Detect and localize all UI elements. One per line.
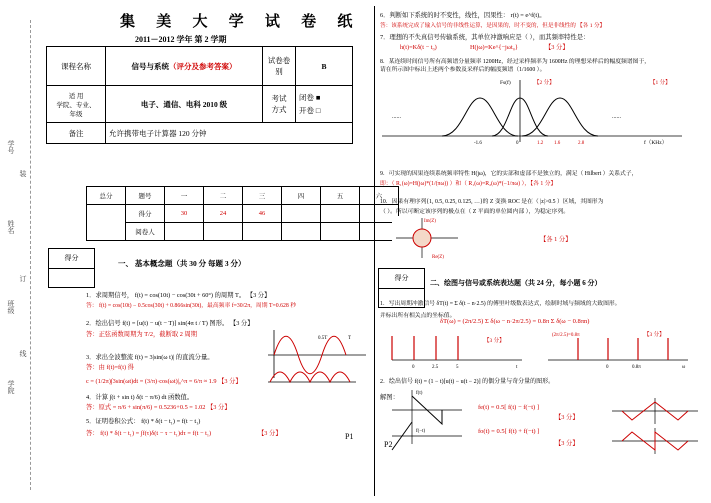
remark-label: 备注 (47, 123, 106, 144)
score-total-cell (87, 205, 126, 241)
s2-q2-odd: fo(t) = 0.5[ f(t) + f(−t) ] (478, 428, 540, 435)
s1-q8-ylabel: Fs(f) (500, 80, 511, 86)
s1-q8-mark2: 【1 分】 (650, 80, 671, 86)
course-label: 课程名称 (47, 47, 106, 86)
svg-text:......: ...... (392, 114, 401, 120)
applicable-label: 适 用 学院、专业、 年级 (47, 86, 106, 123)
section2-heading: 二、绘图与信号或系统表达题（共 24 分，每小题 6 分） (430, 279, 602, 287)
section1-score-label: 得分 (49, 249, 94, 269)
open-book-option: 开卷 □ (299, 106, 321, 115)
s1-q3: 3．求出全波整流 f(t) = 3|sin(ω t)| 的直流分量。 (86, 354, 214, 361)
s1-q10b: （ ）。所以可断定该序列的极点在（ Z 平面的单位圆内部 ），为稳定序列。 (380, 209, 570, 215)
score-3: 46 (243, 205, 282, 223)
s2-q1-tick-3: t (516, 365, 518, 370)
s2-q1-wtick-1: 0 (606, 365, 609, 370)
s2-q2-ft-plot (392, 388, 472, 448)
s1-q2-answer: 答：正弦函数周期为 T/2，截断取 2 周期 (86, 331, 198, 338)
s1-q6: 6．判断如下系统的时不变性，线性，因果性： r(t) = e^f(t)。 (380, 12, 546, 19)
score-table (86, 186, 399, 241)
exam-method-label: 考试 方式 (263, 86, 296, 123)
s2-q2-mark1: 【3 分】 (555, 414, 579, 421)
binding-label-class: 班级 (7, 300, 15, 314)
s1-q6-answer: 答：该系统完成了输入信号的非线性运算，是因果的，时不变的，但是非线性的 【各 1 分】 (380, 23, 606, 29)
s2-q1-wtick-0: (2π/2.5)=0.8π (552, 333, 580, 338)
header-table (46, 46, 353, 144)
svg-text:......: ...... (612, 114, 621, 120)
s1-q8-tick-1: 0 (516, 141, 519, 146)
s2-q1-tick-2: 5 (456, 365, 459, 370)
page-number-left: P1 (345, 432, 354, 441)
s1-q8: 8．某连续时间信号所有高频谱分量频率 1200Hz，经过采样频率为 1600Hz 的理想采样后的幅度频谱图于， (380, 59, 651, 65)
remark-value: 允许携带电子计算器 120 分钟 (106, 123, 353, 144)
binding-strip (4, 20, 31, 490)
score-row-label: 得分 (126, 205, 165, 223)
s1-q4-answer: 答：原式 = π/6 + sin(π/6) = 0.5236+0.5 = 1.02 【3 分】 (86, 404, 231, 411)
s1-q5-answer: 答： f(t) * δ(t − t₁) = ∫f(τ)δ(t − τ − t₁)dτ = f(t − t₁) (86, 430, 212, 437)
s1-q10-mark: 【各 1 分】 (540, 236, 572, 243)
page-number-right: P2 (384, 440, 393, 449)
s2-q1-tick-0: 0 (412, 365, 415, 370)
score-h-1: 一 (165, 187, 204, 205)
s1-q8-tick-0: -1.6 (474, 141, 482, 146)
score-h-total: 总分 (87, 187, 126, 205)
s2-q1b: 并标出所有相关点的坐标值。 (380, 313, 456, 319)
binding-mark-ding: 订 (19, 275, 27, 282)
s1-q7: 7．理想的不失真信号传输系统，其单位冲激响应是（ ），而其频率特性是： (380, 34, 590, 41)
s1-q8-xlabel: f（KHz） (644, 140, 668, 146)
s1-q2: 2．绘出信号 f(t) = [u(t) − u(t − T)] sin(4π t / T) 图形。 【3 分】 (86, 320, 254, 327)
s1-q2-tick-half: 0.5T (318, 336, 328, 341)
binding-label-id: 学号 (7, 140, 15, 154)
exam-year-line: 2011－2012 学年 第 2 学期 (135, 35, 227, 44)
score-h-5: 五 (321, 187, 360, 205)
binding-label-name: 姓名 (7, 220, 15, 234)
paper-label: 试卷卷别 (263, 47, 296, 86)
s1-q3-plot (268, 360, 358, 386)
s1-q8-tick-3: 1.6 (554, 141, 561, 146)
score-h-3: 三 (243, 187, 282, 205)
s1-q8-spectrum-plot (382, 78, 702, 148)
s1-q3-answer: 答：由 f(t)=f(t) 得 (86, 364, 134, 371)
s1-q8-tick-4: 2.8 (578, 141, 585, 146)
s2-q1-wtick-3: ω (682, 365, 686, 370)
score-h-4: 四 (282, 187, 321, 205)
s2-q2-even: fe(t) = 0.5[ f(t) − f(−t) ] (478, 404, 539, 411)
s1-q10: 10．因果有理序列{1, 0.5, 0.25, 0.125, …}的 Z 变换 ROC 是在（ |z|>0.5 ）区域，其图形为 (380, 199, 604, 205)
s1-q8b: 请在所示图中标出上述两个参数及采样后的幅度频谱（1/1600 ）。 (380, 67, 546, 73)
paper-value: B (296, 47, 353, 86)
s2-q2-solution: 解图： (380, 394, 399, 401)
s2-q2-mark2: 【3 分】 (555, 440, 579, 447)
section2-score-label: 得分 (379, 269, 424, 289)
s2-q1-tick-1: 2.5 (432, 365, 439, 370)
s1-q3-formula: c = (1/2π)∫3sin(ωt)dt = (3/π)·cos(ωt)|₀^π = 6/π ≈ 1.9 【3 分】 (86, 378, 242, 385)
reviewer-label: 阅卷人 (126, 223, 165, 241)
s2-q2-odd-plot (612, 426, 702, 456)
section1-score-box (48, 248, 95, 288)
exam-method-options (296, 86, 353, 123)
s2-q1-freq-plot (548, 330, 698, 370)
course-name-cell (106, 47, 263, 86)
s1-q7-answer2: H(jω)=Ke^{−jωt₀} (470, 44, 518, 51)
section1-heading: 一、 基本概念题（共 30 分 每题 3 分） (118, 259, 246, 268)
s1-q8-tick-2: 1.2 (537, 141, 544, 146)
s2-q2: 2．绘出信号 f(t) = (1 − t)[u(t) − u(t − 2)] 的偶分量与奇分量的图形。 (380, 379, 555, 385)
s2-q1-wtick-2: 0.8π (632, 365, 641, 370)
s1-q1: 1．求周期信号， f(t) = cos(10t) − cos(30t + 60°) 的周期 T。 【3 分】 (86, 292, 271, 299)
binding-mark-xian: 线 (19, 350, 27, 357)
s1-q5-mark: 【3 分】 (258, 430, 282, 437)
score-h-qnum: 题号 (126, 187, 165, 205)
s1-q4: 4．计算 ∫(t + sin t) δ(t − π/6) dt 函数值。 (86, 394, 194, 401)
s1-q7-mark: 【3 分】 (545, 44, 569, 51)
applicable-value: 电子、通信、电科 2010 级 (106, 86, 263, 123)
s1-q10-im-label: Im(Z) (424, 219, 436, 224)
s1-q2-tick-T: T (348, 336, 352, 341)
s2-q1-mark-time: 【3 分】 (484, 338, 505, 344)
s1-q10-roc-plot (392, 216, 462, 260)
score-1: 30 (165, 205, 204, 223)
binding-mark-zhuang: 装 (19, 170, 27, 177)
s1-q9b: 即：（ R₁(ω)=H(jω)*(1/(πω)) ）和（ R₁(ω)=R₂(ω)*(−1/πω) ），【各 1 分】 (380, 181, 557, 187)
course-note: （评分及参考答案） (169, 61, 237, 71)
s2-q2-fmt-label: f(−t) (416, 429, 426, 434)
s2-q2-ft-label: f(t) (416, 391, 423, 396)
s1-q1-answer: 答： f(t) = cos(10t) − 0.5cos(30t) + 0.866sin(30t)，最高频率 f=30/2π，周期 T=0.628 秒 (86, 303, 297, 309)
closed-book-option: 闭卷 ■ (299, 93, 321, 102)
s1-q7-answer1: h(t)=Kδ(t − t₀) (400, 44, 437, 51)
score-2: 24 (204, 205, 243, 223)
s2-q2-even-plot (612, 396, 702, 426)
s2-q1: 1．写出周期冲激信号 δT(t) = Σ δ(t − n·2.5) 的傅里叶级数表达式，绘制时域与频域的大致图形。 (380, 301, 621, 307)
s1-q10-re-label: Re(Z) (432, 255, 444, 260)
course-name: 信号与系统 (131, 61, 169, 71)
s2-q1-mark-freq: 【3 分】 (644, 332, 665, 338)
s2-q1-time-plot (392, 330, 532, 370)
s1-q8-mark1: 【2 分】 (534, 80, 555, 86)
s1-q9: 9．可实现的因果连续系统频率特性 H(jω)，它的实部和虚部不是独立的，满足（ Hilbert ）关系式子， (380, 171, 638, 177)
score-h-6: 六 (360, 187, 399, 205)
s1-q5: 5．证明卷积公式： f(t) * δ(t − t₁) = f(t − t₁) (86, 418, 201, 425)
binding-label-college: 学院 (7, 380, 15, 394)
exam-title: 集 美 大 学 试 卷 纸 (120, 12, 361, 30)
s2-q1-formula: δT(ω) = (2π/2.5) Σ δ(ω − n·2π/2.5) = 0.8π Σ δ(ω − 0.8πn) (440, 318, 590, 325)
score-h-2: 二 (204, 187, 243, 205)
